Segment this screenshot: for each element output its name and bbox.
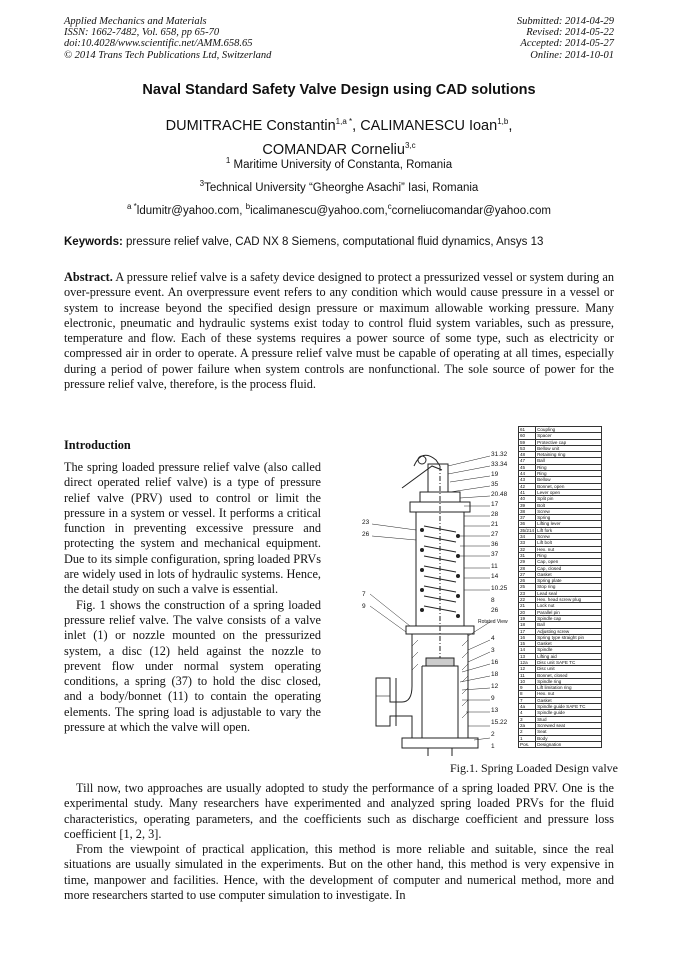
callout-10-25: 10.25 [491,585,508,592]
part-number: 2 [519,729,536,735]
part-designation: Spindle cap [536,615,602,621]
part-number: 53 [519,445,536,451]
part-designation: Hex. nut [536,691,602,697]
part-number: 33 [519,540,536,546]
callout-left-26: 26 [362,531,370,538]
part-designation: Bellow unit [536,445,602,451]
part-designation: Protective cap [536,439,602,445]
callout-11: 11 [491,563,498,570]
part-designation: Gasket [536,697,602,703]
keywords [64,236,624,248]
callout-4: 4 [491,635,495,642]
part-designation: Bonnet, closed [536,672,602,678]
part-designation: Spindle guide [536,710,602,716]
parts-row [519,741,602,747]
part-designation: Ball [536,622,602,628]
part-designation: Hex. head screw plug [536,597,602,603]
email-a[interactable]: ldumitr@yahoo.com, [136,204,243,217]
introduction-column [64,460,321,735]
callout-8: 8 [491,597,495,604]
part-number: 10 [519,678,536,684]
author-3-sup: 3,c [404,140,416,150]
intro-paragraph-1: The spring loaded pressure relief valve (also called direct operated relief valve) is a type of pressure relief valve (PRV) used to control or limit the pressure in a system or vessel. It performs a critical function in preventing excessive pressure and protecting the system and mechanical equipment. Due to its simple configuration, spring loaded PRVs are widely used in lots of hydraulic systems. Hence, the detail study on such a valve is essential. [64,460,321,597]
keywords-label: Keywords: [64,236,123,248]
callout-1: 1 [491,743,495,750]
part-designation: Spindle [536,647,602,653]
part-number: 31 [519,552,536,558]
part-number: 23 [519,590,536,596]
part-number: 43 [519,477,536,483]
part-designation: Split pin [536,496,602,502]
paper-title: Naval Standard Safety Valve Design using CAD solutions [142,82,536,98]
callout-left-23: 23 [362,519,370,526]
part-designation: Designation [536,741,602,747]
part-number: 20 [519,609,536,615]
callout-left-7: 7 [362,591,366,598]
part-number: 4a [519,704,536,710]
part-designation: Screwed seat [536,722,602,728]
callout-12: 12 [491,683,499,690]
callout-31-32: 31.32 [491,451,508,458]
part-designation: Disc unit [536,666,602,672]
keywords-text: pressure relief valve, CAD NX 8 Siemens, computational fluid dynamics, Ansys 13 [126,236,544,248]
callout-3: 3 [491,647,495,654]
part-number: 15 [519,641,536,647]
journal-doi: doi:10.4028/www.scientific.net/AMM.658.65 [64,38,253,50]
author-1-sup: 1,a * [335,117,353,126]
part-designation: Cap, open [536,559,602,565]
author-list: DUMITRACHE Constantin$^{1,a *}$, CALIMANESCU Ioan$^{1,b}$, COMANDAR Corneliu$^{3,c}$ [165,117,513,158]
part-number: 41 [519,489,536,495]
part-number: 35/214 [520,527,535,533]
part-number: 37 [519,515,536,521]
figure-1 [362,426,602,756]
part-number: 1 [519,735,536,741]
part-designation: Ring [536,471,602,477]
part-number: 42 [519,483,536,489]
part-number: 29 [519,559,536,565]
callout-13: 13 [491,707,499,714]
part-designation: Seat [536,729,602,735]
email-a-sup: a * [126,202,137,211]
part-number: 45 [519,464,536,470]
part-designation: Lock nut [536,603,602,609]
date-revised: Revised: 2014-05-22 [526,27,614,39]
part-number: 40 [519,496,536,502]
callout-28: 28 [491,511,499,518]
part-designation: Cap, closed [536,565,602,571]
callout-27: 27 [491,531,499,538]
callout-20-48: 20.48 [491,491,508,498]
part-designation: Lifting aid [536,653,602,659]
part-designation: Retaining ring [536,452,602,458]
part-designation: Lift limitation ring [536,685,602,691]
callout-left-9: 9 [362,603,366,610]
journal-issn: ISSN: 1662-7482, Vol. 658, pp 65-70 [64,27,220,39]
part-number: 60 [519,433,536,439]
part-designation: Screw [536,508,602,514]
part-designation: Disc unit SAFE TC [536,659,602,665]
part-designation: Spring plate [536,578,602,584]
part-designation: Spindle ring [536,678,602,684]
part-number: 21 [519,603,536,609]
part-number: 36 [519,521,536,527]
callout-26: 26 [491,607,499,614]
part-number: 22 [519,597,536,603]
callout-rotated-view: Rotated View [478,619,508,625]
part-designation: Hex. nut [536,546,602,552]
part-designation: Bolt [536,502,602,508]
part-number: 38 [519,508,536,514]
callout-36: 36 [491,541,499,548]
part-designation: Lifting lever [536,521,602,527]
part-designation: Parallel pin [536,609,602,615]
part-number: 61 [519,427,536,433]
part-designation: Coupling [536,427,602,433]
email-b-sup: b [245,202,251,211]
callout-16: 16 [491,659,499,666]
part-number: 26 [519,578,536,584]
part-designation: Spring type straight pin [536,634,602,640]
part-number: 12a [519,659,536,665]
affiliation-1-text: Maritime University of Constanta, Romania [233,158,453,171]
email-c-sup: c [387,202,392,211]
part-number: 16 [519,634,536,640]
part-number: 39 [519,502,536,508]
date-accepted: Accepted: 2014-05-27 [520,38,614,50]
intro-paragraph-2: Fig. 1 shows the construction of a spring loaded pressure relief valve. The valve consists of a valve inlet (1) or nozzle mounted on the pressurized system, a disc (12) held against the nozzle to prevent flow under normal system operating conditions, a spring (37) to hold the disc closed, and a body/bonnet (11) to contain the operating elements. The spring load is adjustable to vary the pressure at which the valve will open. [64,597,321,735]
part-number: 11 [519,672,536,678]
abstract-label: Abstract. [64,270,113,284]
part-number: 7 [519,697,536,703]
part-number: 13 [519,653,536,659]
part-designation: Spring [536,515,602,521]
affiliation-1-sup: 1 [225,156,231,165]
part-designation: Gasket [536,571,602,577]
submission-dates [517,16,614,61]
part-designation: Spacer [536,433,602,439]
part-number: 34 [519,534,536,540]
part-number: 17 [519,628,536,634]
author-2-sup: 1,b [497,117,509,126]
part-number: 48 [519,452,536,458]
part-designation: Ring [536,552,602,558]
part-designation: Lever open [536,489,602,495]
affiliation-3-text: Technical University “Gheorghe Asachi” Iasi, Romania [204,181,479,194]
part-designation: Spindle guide SAFE TC [536,704,602,710]
callout-18: 18 [491,671,499,678]
part-number: 47 [519,458,536,464]
part-designation: Body [536,735,602,741]
part-designation: Lead seal [536,590,602,596]
abstract-text: A pressure relief valve is a safety device designed to protect a pressurized vessel or system during an over-pressure event. An overpressure event refers to any condition which would cause pressure in a vessel or system to increase beyond the specified design pressure or maximum allowable working pressure. Many electronic, pneumatic and hydraulic systems exist today to control fluid system variables, such as pressure, temperature and flow. Each of these systems requires a power source of some type, such as electricity or compressed air in order to operate. A pressure relief valve must be capable of operating at all times, especially during a period of power failure when system controls are nonfunctional. The sole source of power for the pressure relief valve, therefore, is the process fluid. [64,270,614,392]
part-designation: Lift fork [536,527,602,533]
part-designation: Ball [536,458,602,464]
part-designation: Adjusting screw [536,628,602,634]
author-3: COMANDAR Corneliu [262,141,405,158]
callout-15-22: 15.22 [491,719,508,726]
introduction-continued [64,781,614,903]
part-designation: Bonnet, open [536,483,602,489]
part-designation: Gasket [536,641,602,647]
part-designation: Bellow [536,477,602,483]
part-designation: Screw [536,534,602,540]
journal-copyright: © 2014 Trans Tech Publications Ltd, Switzerland [64,49,272,61]
figure-1-caption: Fig.1. Spring Loaded Design valve [450,761,618,775]
callout-21: 21 [491,521,499,528]
callout-35: 35 [491,481,499,488]
journal-name: Applied Mechanics and Materials [64,16,207,27]
part-number: 18 [519,622,536,628]
part-number: 25 [519,584,536,590]
author-2: CALIMANESCU Ioan [360,117,498,134]
part-number: 14 [519,647,536,653]
email-c[interactable]: corneliucomandar@yahoo.com [391,204,552,217]
part-number: 59 [519,439,536,445]
part-number: 44 [519,471,536,477]
abstract [64,270,614,392]
intro-paragraph-3: Till now, two approaches are usually adopted to study the performance of a spring loaded PRV. One is the experimental study. Many researchers have experimented and analyzed spring loaded PRVs for the fluid characteristics, operating parameters, and the coefficients such as discharge coefficient and pressure loss coefficient [1, 2, 3]. [64,781,614,841]
part-designation: Stop ring [536,584,602,590]
callout-17: 17 [491,501,499,508]
email-b[interactable]: icalimanescu@yahoo.com, [250,204,388,217]
date-submitted: Submitted: 2014-04-29 [516,16,614,27]
callout-14: 14 [491,573,499,580]
part-number: 32 [519,546,536,552]
callout-2: 2 [491,731,495,738]
author-emails [0,202,678,217]
section-heading-introduction: Introduction [64,438,131,452]
callout-33-34: 33.34 [491,461,508,468]
part-number: 28 [519,565,536,571]
part-number: 2a [519,722,536,728]
parts-list-table [518,426,602,748]
part-designation: Ring [536,464,602,470]
affiliation-3 [0,179,678,194]
date-online: Online: 2014-10-01 [530,49,614,61]
callout-9: 9 [491,695,495,702]
part-number: 3 [519,716,536,722]
part-number: 4 [519,710,536,716]
part-number: 19 [519,615,536,621]
callout-37: 37 [491,551,499,558]
callout-19: 19 [491,471,499,478]
journal-info [64,16,271,61]
part-number: 27 [519,571,536,577]
affiliation-3-sup: 3 [199,179,205,188]
part-number: 12 [519,666,536,672]
part-designation: Stud [536,716,602,722]
part-number: Pos. [519,741,536,747]
intro-paragraph-4: From the viewpoint of practical application, this method is more reliable and suitable, since the real situations are usually simulated in the experiments. But on the other hand, this method is very expensive in time, manpower and facilities. Hence, with the development of computer and numerical method, more and more researchers started to use computer simulation to investigate. In [64,842,614,903]
part-number: 8 [519,691,536,697]
author-1: DUMITRACHE Constantin [165,117,336,134]
affiliation-1 [0,156,678,171]
part-number: 9 [519,685,536,691]
part-designation: Lift bolt [536,540,602,546]
